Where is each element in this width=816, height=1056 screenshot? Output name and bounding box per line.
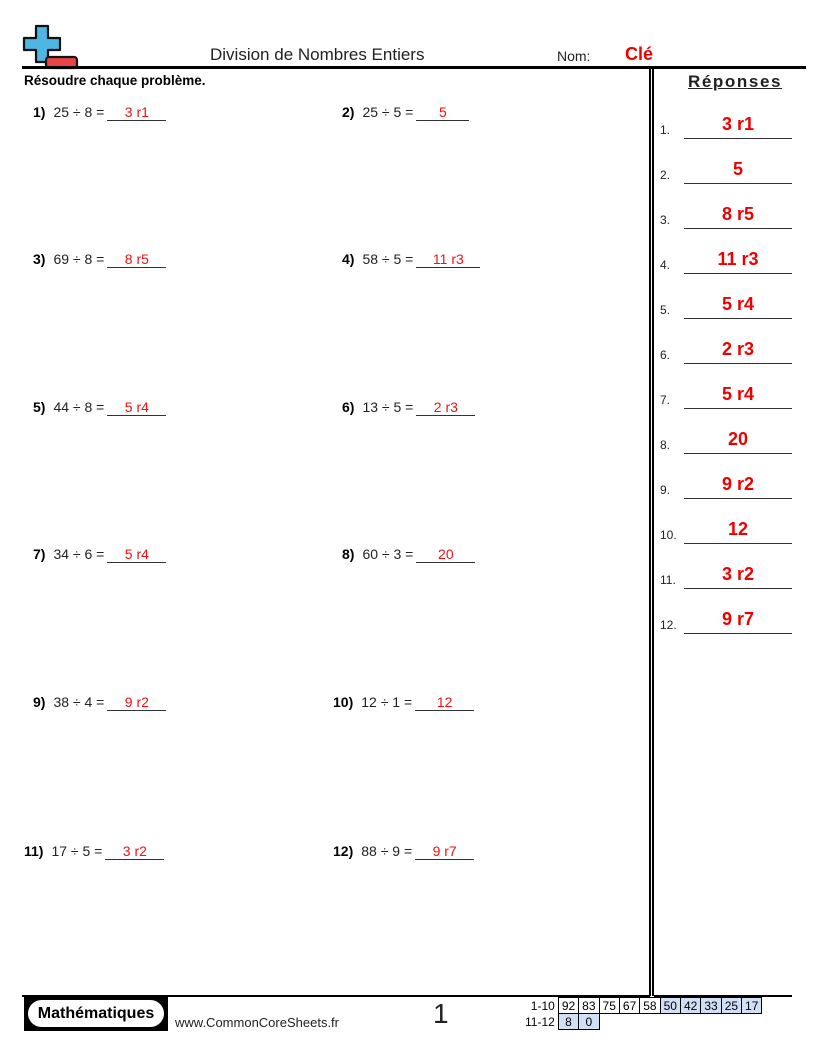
answer-blank[interactable]: 8 r5 — [107, 251, 166, 268]
answer-key-row — [660, 205, 792, 229]
answer-key-row — [660, 340, 792, 364]
answer-key-number: 2. — [660, 168, 671, 182]
answer-key-number: 12. — [660, 618, 677, 632]
score-cell: 8 — [558, 1014, 578, 1030]
problem-number: 6) — [342, 399, 355, 415]
answer-key-line — [684, 498, 792, 499]
score-cell: 75 — [599, 998, 619, 1014]
site-link[interactable]: www.CommonCoreSheets.fr — [175, 1015, 339, 1030]
answer-key-row — [660, 295, 792, 319]
problem-expression: 13 ÷ 5 = — [362, 399, 414, 415]
score-empty — [599, 1014, 762, 1030]
answer-key-line — [684, 318, 792, 319]
answer-blank[interactable]: 20 — [416, 546, 475, 563]
problem-number: 12) — [333, 843, 354, 859]
header-rule — [22, 66, 806, 69]
problem-expression: 44 ÷ 8 = — [53, 399, 105, 415]
answer-blank[interactable]: 3 r2 — [105, 843, 164, 860]
problem-8 — [342, 546, 475, 563]
problem-9 — [33, 694, 166, 711]
problem-2 — [342, 104, 469, 121]
answer-key-row — [660, 520, 792, 544]
problem-number: 8) — [342, 546, 355, 562]
problem-number: 10) — [333, 694, 354, 710]
problem-expression: 69 ÷ 8 = — [53, 251, 105, 267]
score-cell: 0 — [579, 1014, 599, 1030]
answer-key-value: 20 — [727, 429, 749, 449]
answer-key-row — [660, 610, 792, 634]
subject-badge: Mathématiques — [28, 1000, 164, 1027]
score-cell: 67 — [619, 998, 639, 1014]
math-logo-icon — [22, 24, 80, 70]
problem-11 — [24, 843, 164, 860]
answer-key-line — [684, 408, 792, 409]
problem-number: 1) — [33, 104, 46, 120]
answer-key-value: 9 r2 — [721, 474, 755, 494]
score-row-label: 11-12 — [525, 1014, 555, 1029]
score-row-11-12 — [522, 1014, 762, 1030]
answer-key-line — [684, 273, 792, 274]
answer-key-number: 6. — [660, 348, 671, 362]
answer-blank[interactable]: 9 r7 — [415, 843, 474, 860]
answer-key-value: 5 r4 — [721, 384, 755, 404]
answer-key-line — [684, 138, 792, 139]
answer-blank[interactable]: 2 r3 — [416, 399, 475, 416]
score-cell: 25 — [721, 998, 741, 1014]
problem-number: 5) — [33, 399, 46, 415]
answer-key-line — [684, 453, 792, 454]
problem-number: 11) — [24, 843, 44, 859]
answer-key-line — [684, 183, 792, 184]
answer-key-value: 11 r3 — [717, 249, 759, 269]
answer-key-number: 3. — [660, 213, 671, 227]
answer-key-line — [684, 633, 792, 634]
problem-expression: 25 ÷ 8 = — [53, 104, 105, 120]
answer-key-value: 9 r7 — [721, 609, 755, 629]
problem-7 — [33, 546, 166, 563]
answer-key-row — [660, 475, 792, 499]
answer-key-line — [684, 363, 792, 364]
answer-key-row — [660, 430, 792, 454]
answer-key-line — [684, 543, 792, 544]
answer-key-value: 12 — [727, 519, 749, 539]
answer-key-number: 9. — [660, 483, 671, 497]
answer-blank[interactable]: 9 r2 — [107, 694, 166, 711]
answer-key-value: 5 r4 — [721, 294, 755, 314]
problem-expression: 58 ÷ 5 = — [362, 251, 414, 267]
problem-5 — [33, 399, 166, 416]
answer-key-line — [684, 588, 792, 589]
problem-number: 9) — [33, 694, 46, 710]
problem-expression: 17 ÷ 5 = — [51, 843, 103, 859]
answer-blank[interactable]: 5 r4 — [107, 546, 166, 563]
answer-key-value: 8 r5 — [721, 204, 755, 224]
answer-key-number: 1. — [660, 123, 671, 137]
answer-key-number: 10. — [660, 528, 677, 542]
problem-expression: 34 ÷ 6 = — [53, 546, 105, 562]
worksheet-title: Division de Nombres Entiers — [210, 45, 425, 64]
answer-key-row — [660, 385, 792, 409]
problem-expression: 88 ÷ 9 = — [361, 843, 413, 859]
answer-key-value: 2 r3 — [721, 339, 755, 359]
answer-key-number: 8. — [660, 438, 671, 452]
problem-expression: 60 ÷ 3 = — [362, 546, 414, 562]
score-cell: 50 — [660, 998, 680, 1014]
score-cell: 42 — [680, 998, 700, 1014]
answer-key-number: 4. — [660, 258, 671, 272]
answer-key-number: 7. — [660, 393, 671, 407]
problem-expression: 38 ÷ 4 = — [53, 694, 105, 710]
problem-6 — [342, 399, 475, 416]
answer-key-value: 5 — [732, 159, 743, 179]
answer-key-row — [660, 160, 792, 184]
answer-blank[interactable]: 12 — [415, 694, 474, 711]
answer-blank[interactable]: 3 r1 — [107, 104, 166, 121]
problem-number: 3) — [33, 251, 46, 267]
name-label: Nom: — [557, 48, 591, 64]
problem-1 — [33, 104, 166, 121]
problem-12 — [333, 843, 474, 860]
name-value: Clé — [625, 44, 654, 64]
score-cell: 83 — [579, 998, 599, 1014]
answer-key-row — [660, 115, 792, 139]
instructions: Résoudre chaque problème. — [24, 73, 206, 88]
score-cell: 58 — [640, 998, 660, 1014]
page-number: 1 — [433, 998, 449, 1029]
problem-number: 7) — [33, 546, 46, 562]
score-cell: 17 — [742, 998, 762, 1014]
answer-key-number: 11. — [660, 573, 676, 587]
answer-key-value: 3 r1 — [721, 114, 755, 134]
problem-3 — [33, 251, 166, 268]
problem-expression: 12 ÷ 1 = — [361, 694, 413, 710]
answer-blank[interactable]: 5 — [416, 104, 469, 121]
answer-key-line — [684, 228, 792, 229]
score-cell: 33 — [701, 998, 721, 1014]
problem-number: 2) — [342, 104, 355, 120]
answers-title: Réponses — [688, 72, 783, 91]
problem-number: 4) — [342, 251, 355, 267]
answer-column-divider — [649, 68, 654, 996]
answer-key-row — [660, 565, 792, 589]
problem-expression: 25 ÷ 5 = — [362, 104, 414, 120]
problem-10 — [333, 694, 474, 711]
answer-key-number: 5. — [660, 303, 671, 317]
answer-key-row — [660, 250, 792, 274]
score-row-label: 1-10 — [530, 998, 555, 1013]
answer-blank[interactable]: 5 r4 — [107, 399, 166, 416]
score-cell: 92 — [558, 998, 578, 1014]
score-table — [522, 997, 762, 1030]
answer-blank[interactable]: 11 r3 — [416, 251, 480, 268]
problem-4 — [342, 251, 480, 268]
answer-key-value: 3 r2 — [721, 564, 755, 584]
score-row-1-10 — [522, 998, 762, 1014]
